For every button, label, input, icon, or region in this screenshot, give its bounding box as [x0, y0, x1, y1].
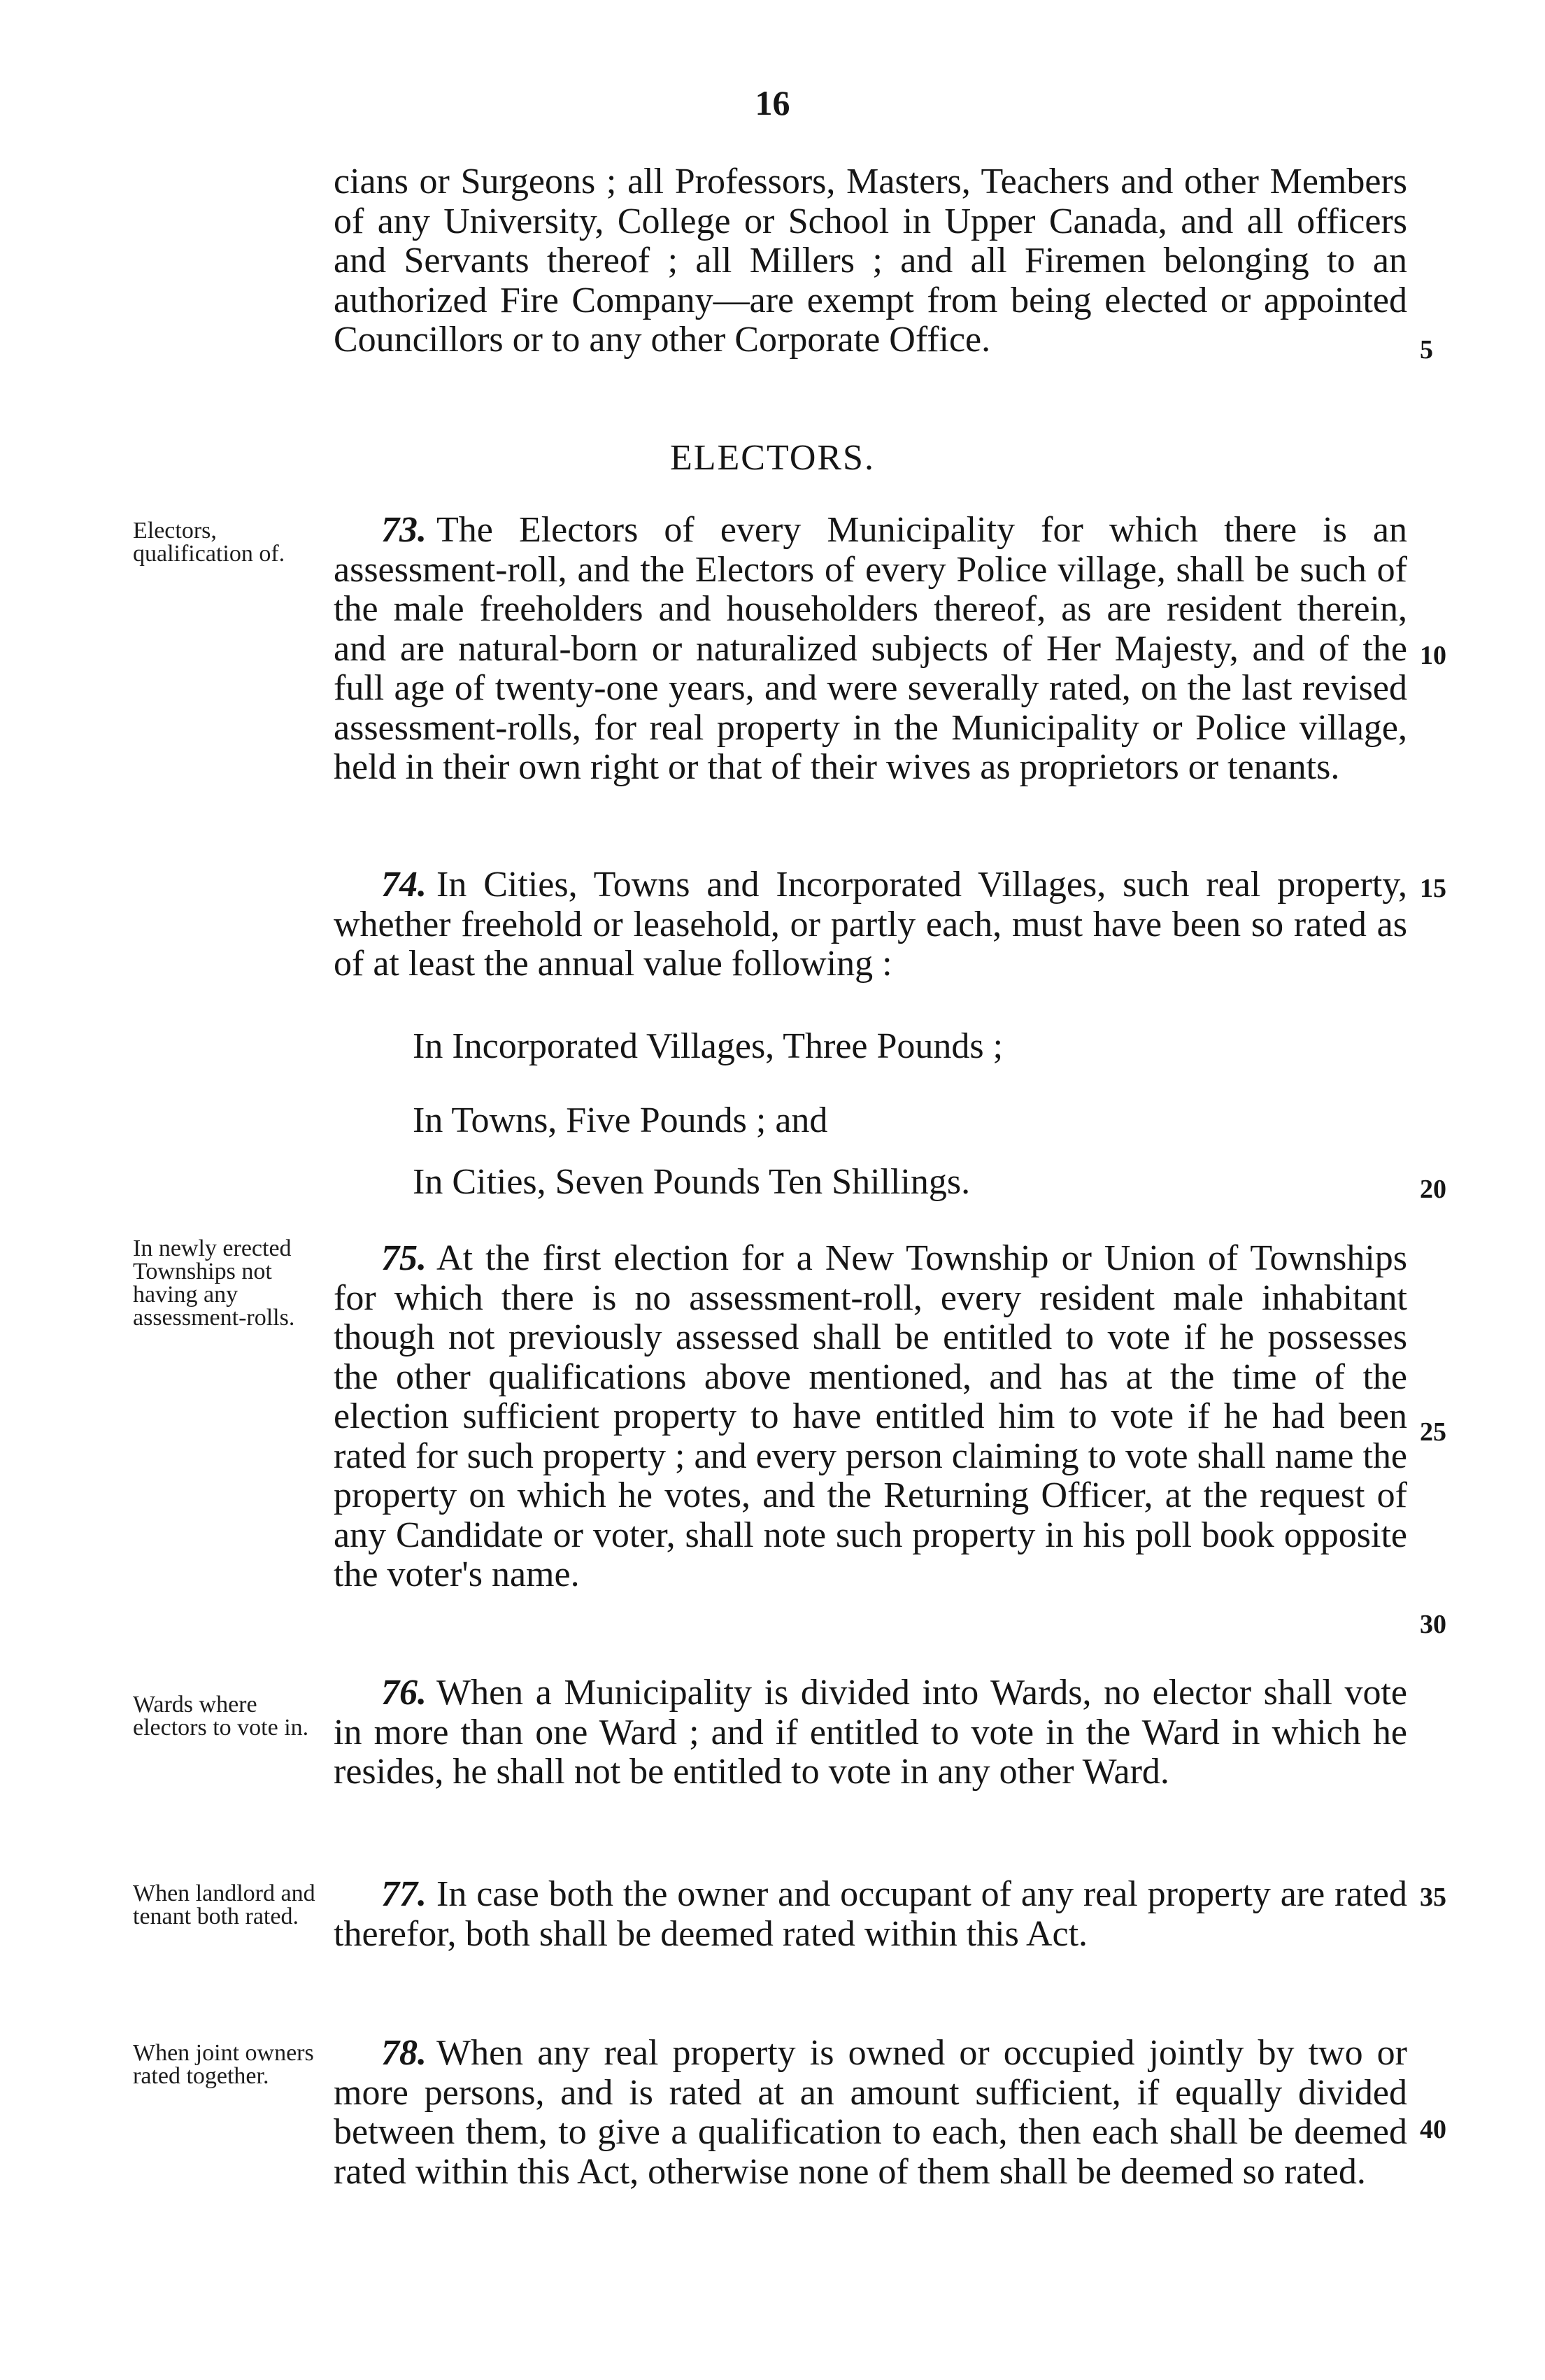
section-number: 75.	[381, 1238, 427, 1278]
margin-note-73: Electors, qualification of.	[133, 518, 285, 567]
value-line-villages: In Incorporated Villages, Three Pounds ;	[413, 1026, 1004, 1066]
section-text: When a Municipality is divided into Wards, no elector shall vote in more than one Ward ; and if entitled to vote in the Ward in which he resides, he shall not be entitled to vote in any other Ward.	[334, 1673, 1407, 1792]
section-74	[334, 865, 1407, 984]
line-number-15: 15	[1420, 874, 1446, 903]
value-line-cities: In Cities, Seven Pounds Ten Shillings.	[413, 1162, 971, 1202]
section-number: 73.	[381, 510, 427, 550]
line-number-25: 25	[1420, 1417, 1446, 1447]
opening-paragraph: cians or Surgeons ; all Professors, Masters, Teachers and other Members of any University, College or School in Upper Canada, and all officers and Servants thereof ; all Millers ; and all Firemen belonging to an authorized Fire Company—are exempt from being elected or appointed Councillors or to any other Corporate Office.	[334, 162, 1407, 360]
section-text: At the first election for a New Township or Union of Townships for which there is no assessment-roll, every resident male inhabitant though not previously assessed shall be entitled to vote if he possesses the other qualifications above mentioned, and has at the time of the election sufficient property to have entitled him to vote if he had been rated for such property ; and every person claiming to vote shall name the property on which he votes, and the Returning Officer, at the request of any Candidate or voter, shall note such property in his poll book opposite the voter's name.	[334, 1238, 1407, 1594]
section-heading: ELECTORS.	[670, 438, 875, 478]
line-number-5: 5	[1420, 335, 1433, 364]
margin-note-78: When joint owners rated together.	[133, 2040, 314, 2089]
section-73	[334, 511, 1407, 788]
section-number: 77.	[381, 1874, 427, 1914]
line-number-40: 40	[1420, 2115, 1446, 2144]
section-text: The Electors of every Municipality for which there is an assessment-roll, and the Electors of every Police village, shall be such of the male freeholders and householders thereof, as are resident therein, and are natural-born or naturalized subjects of Her Majesty, and of the full age of twenty-one years, and were severally rated, on the last revised assessment-rolls, for real property in the Municipality or Police village, held in their own right or that of their wives as proprietors or tenants.	[334, 510, 1407, 787]
line-number-30: 30	[1420, 1610, 1446, 1639]
section-78	[334, 2034, 1407, 2192]
section-number: 74.	[381, 865, 427, 905]
section-76	[334, 1673, 1407, 1792]
section-number: 78.	[381, 2033, 427, 2073]
value-line-towns: In Towns, Five Pounds ; and	[413, 1100, 828, 1140]
margin-note-76: Wards where electors to vote in.	[133, 1692, 309, 1741]
line-number-35: 35	[1420, 1883, 1446, 1912]
section-75	[334, 1239, 1407, 1595]
section-text: When any real property is owned or occupied jointly by two or more persons, and is rated at an amount sufficient, if equally divided between them, to give a qualification to each, then each shall be deemed rated within this Act, otherwise none of them shall be deemed so rated.	[334, 2033, 1407, 2192]
line-number-10: 10	[1420, 641, 1446, 670]
page-number: 16	[755, 83, 790, 122]
section-77	[334, 1875, 1407, 1954]
section-number: 76.	[381, 1673, 427, 1713]
line-number-20: 20	[1420, 1175, 1446, 1204]
margin-note-75: In newly erected Townships not having any assessment-rolls.	[133, 1235, 295, 1331]
margin-note-77: When landlord and tenant both rated.	[133, 1880, 315, 1929]
section-text: In case both the owner and occupant of any real property are rated therefor, both shall be deemed rated within this Act.	[334, 1874, 1407, 1954]
section-text: In Cities, Towns and Incorporated Villages, such real property, whether freehold or leasehold, or partly each, must have been so rated as of at least the annual value following :	[334, 865, 1407, 984]
